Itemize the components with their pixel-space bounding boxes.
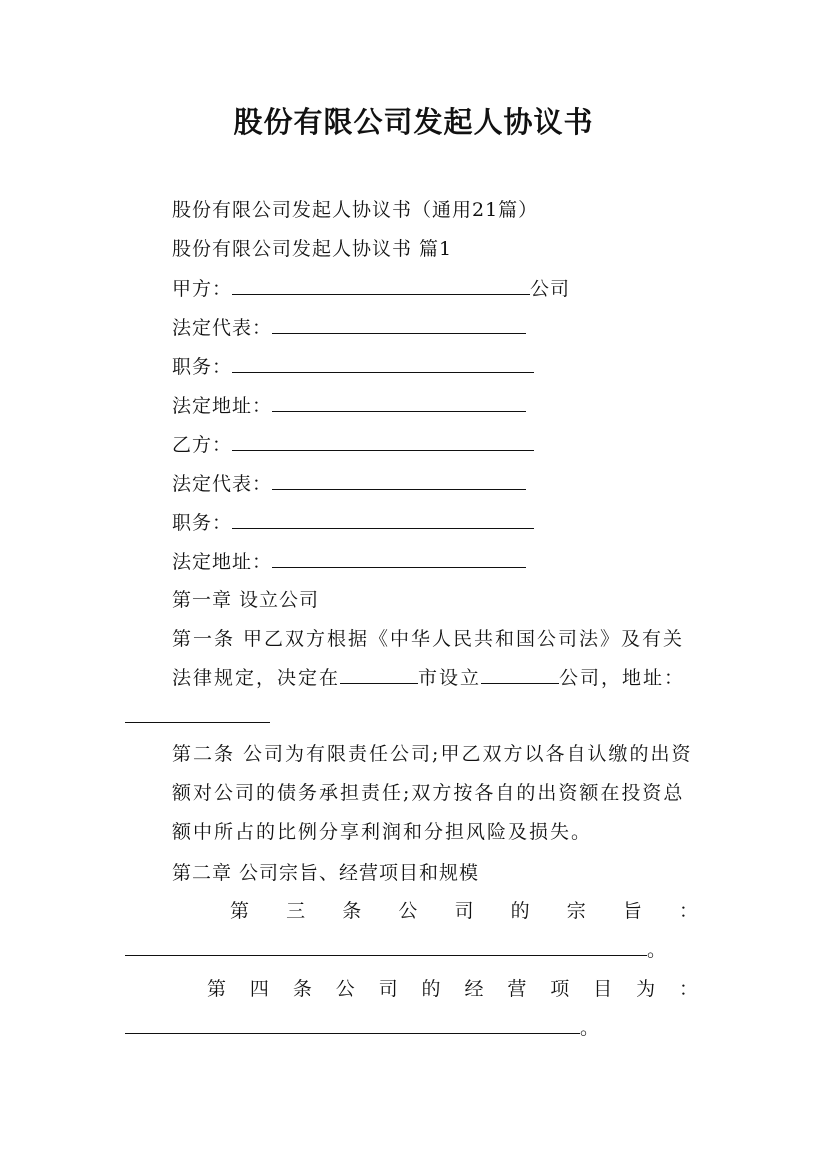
article-4-end: 。	[580, 1017, 602, 1039]
document-title: 股份有限公司发起人协议书	[233, 105, 594, 139]
party-b-title-label: 职务：	[172, 512, 233, 534]
party-b-rep-blank	[272, 471, 526, 490]
chapter-2-heading: 第二章 公司宗旨、经营项目和规模	[172, 862, 480, 884]
party-a-rep-blank	[272, 315, 526, 334]
party-a-title-label: 职务：	[172, 356, 233, 378]
party-b-label: 乙方：	[172, 434, 233, 456]
party-b-title-blank	[232, 510, 534, 529]
party-b-rep-label: 法定代表：	[172, 473, 273, 495]
party-a-addr-label: 法定地址：	[172, 395, 273, 417]
article-4-fill-line	[125, 1009, 700, 1048]
party-a-title-blank	[232, 354, 534, 373]
article-1-part-a: 第一条 甲乙双方根据《中华人民共和国公司法》及有关法律规定，决定在	[172, 628, 685, 689]
party-b-addr-blank	[272, 549, 526, 568]
chapter-1-heading: 第一章 设立公司	[172, 589, 320, 611]
party-b-rep-line	[172, 471, 526, 496]
address-line	[125, 698, 700, 737]
party-b-title-line	[172, 510, 534, 535]
article-3-label: 第 三 条 公 司 的 宗 旨 ：	[230, 900, 700, 922]
subtitle: 股份有限公司发起人协议书（通用21篇）	[172, 199, 539, 221]
party-a-label: 甲方：	[172, 278, 233, 300]
party-b-addr-line	[172, 549, 526, 574]
article-3-fill-line	[125, 931, 700, 970]
article-4-label: 第 四 条 公 司 的 经 营 项 目 为 ：	[207, 978, 700, 1000]
party-a-title-line	[172, 354, 534, 379]
article-3-blank	[125, 937, 647, 956]
city-blank	[340, 665, 418, 684]
party-a-addr-line	[172, 393, 526, 418]
article-1-part-b: 市设立	[418, 667, 482, 689]
article-4	[125, 970, 700, 1048]
party-a-line	[172, 276, 570, 301]
article-3-end: 。	[647, 939, 669, 961]
article-2: 第二条 公司为有限责任公司;甲乙双方以各自认缴的出资额对公司的债务承担责任;双方按各自的出资额在投资总额中所占的比例分享利润和分担风险及损失。	[172, 743, 693, 843]
party-a-addr-blank	[272, 393, 526, 412]
party-a-suffix: 公司	[530, 278, 571, 300]
article-1-text	[125, 620, 700, 698]
party-b-blank	[232, 432, 534, 451]
party-a-blank	[232, 276, 530, 295]
article-3	[125, 892, 700, 970]
party-a-rep-line	[172, 315, 526, 340]
section-heading: 股份有限公司发起人协议书 篇1	[172, 238, 453, 260]
party-a-rep-label: 法定代表：	[172, 317, 273, 339]
article-4-blank	[125, 1015, 580, 1034]
article-1-part-c: 公司，地址：	[559, 667, 686, 689]
company-name-blank	[481, 665, 559, 684]
party-b-addr-label: 法定地址：	[172, 551, 273, 573]
party-b-line	[172, 432, 534, 457]
article-1	[125, 620, 700, 737]
address-blank	[125, 704, 270, 723]
